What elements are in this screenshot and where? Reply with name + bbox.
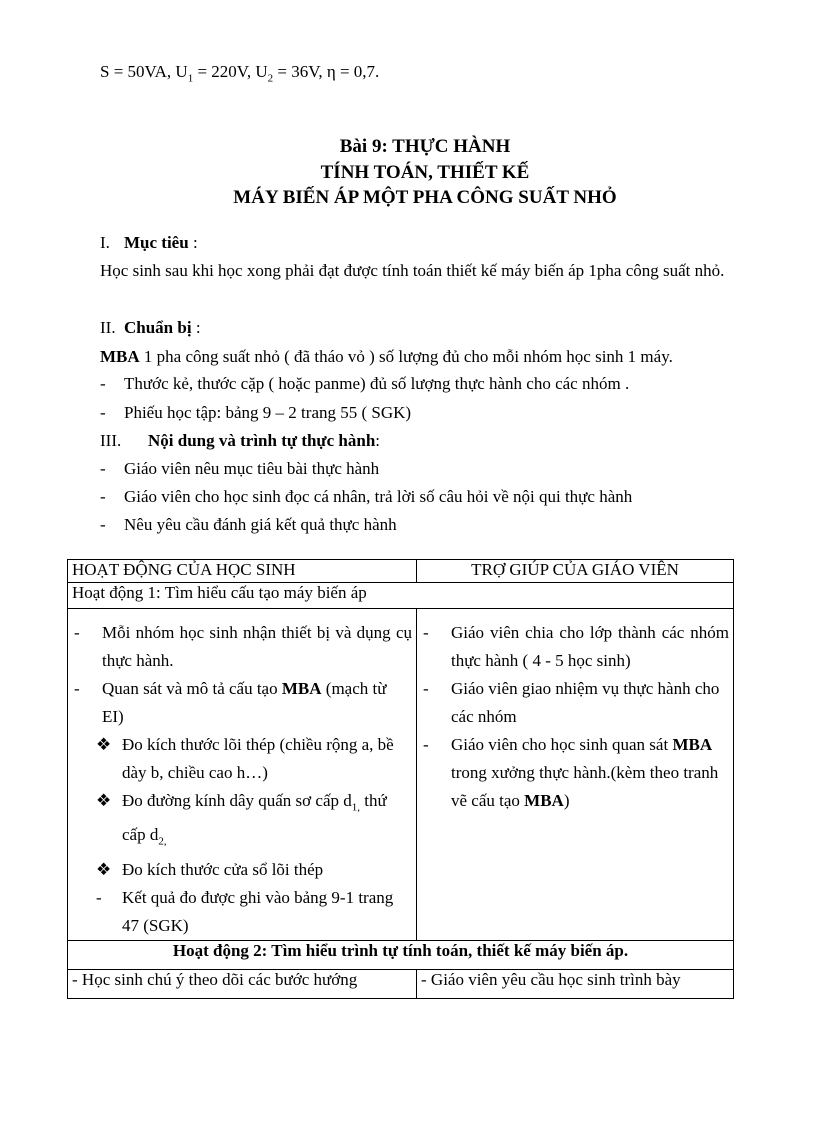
activity-1-title: Hoạt động 1: Tìm hiểu cấu tạo máy biến áp	[68, 583, 734, 609]
section-2-number: II.	[100, 318, 116, 337]
activity-1-row	[68, 583, 734, 609]
section-2-text	[100, 343, 776, 371]
list-item: ❖ Đo đường kính dây quấn sơ cấp $d_{1,}$ thứ cấp $d_{2,}$	[72, 787, 412, 856]
header-students: HOẠT ĐỘNG CỦA HỌC SINH	[68, 560, 417, 583]
formula-u2-sub: 2	[267, 72, 274, 85]
list-item: - Giáo viên giao nhiệm vụ thực hành cho các nhóm	[421, 675, 729, 731]
dash: -	[423, 623, 429, 642]
activity-1-content-row	[68, 609, 734, 941]
section-1-colon: :	[188, 233, 198, 252]
section-1-label: Mục tiêu	[124, 233, 189, 252]
section-3-colon: :	[375, 431, 381, 450]
dash: -	[100, 403, 106, 422]
section-3-item-text: Nêu yêu cầu đánh giá kết quả thực hành	[124, 515, 397, 534]
header-teacher: TRỢ GIÚP CỦA GIÁO VIÊN	[417, 560, 734, 583]
dash: -	[74, 623, 80, 642]
student-activities-cell	[68, 609, 417, 941]
diamond-bullet-icon: ❖	[96, 859, 112, 879]
title-line-3: MÁY BIẾN ÁP MỘT PHA CÔNG SUẤT NHỎ	[233, 187, 617, 208]
formula-u2: = 36V, η = 0,7.	[273, 62, 380, 81]
list-item: - Quan sát và mô tả cấu tạo MBA (mạch từ EI)	[72, 675, 412, 731]
section-2-item-text: Thước kẻ, thước cặp ( hoặc panme) đủ số lượng thực hành cho các nhóm .	[124, 374, 630, 393]
section-1-number: I.	[100, 233, 110, 252]
diamond-bullet-icon: ❖	[96, 791, 112, 810]
dash: -	[96, 887, 102, 907]
section-3-item-2	[100, 487, 632, 507]
section-1-heading	[100, 233, 198, 253]
activity-table	[67, 559, 734, 999]
formula-line	[100, 62, 379, 84]
dash: -	[423, 735, 429, 754]
section-3-item-text: Giáo viên cho học sinh đọc cá nhân, trả lời số câu hỏi về nội qui thực hành	[124, 487, 633, 506]
title-line-2: TÍNH TOÁN, THIẾT KẾ	[320, 162, 530, 183]
dash: -	[423, 679, 429, 698]
section-3-item-1	[100, 459, 379, 479]
section-3-label: Nội dung và trình tự thực hành	[148, 431, 376, 450]
list-item: - Kết quả đo được ghi vào bảng 9-1 trang 47 (SGK)	[72, 884, 412, 940]
dash: -	[100, 459, 106, 478]
formula-s: S = 50VA, U	[100, 62, 188, 81]
section-2-body: 1 pha công suất nhỏ ( đã tháo vỏ ) số lượng đủ cho mỗi nhóm học sinh 1 máy.	[139, 347, 673, 366]
section-3-item-text: Giáo viên nêu mục tiêu bài thực hành	[124, 459, 380, 478]
section-2-item-2	[100, 403, 411, 423]
table-header-row	[68, 560, 734, 583]
dash: -	[100, 487, 106, 506]
section-3-item-3	[100, 515, 397, 535]
section-1-text: Học sinh sau khi học xong phải đạt được tính toán thiết kế máy biến áp 1pha công suất nhỏ.	[100, 261, 725, 280]
teacher-support-cell	[417, 609, 734, 941]
student-activity-2-cell: - Học sinh chú ý theo dõi các bước hướng	[68, 969, 417, 998]
section-2-item-text: Phiếu học tập: bảng 9 – 2 trang 55 ( SGK)	[124, 403, 412, 422]
section-2-bold: MBA	[100, 347, 140, 366]
section-2-item-1	[100, 374, 629, 394]
activity-2-content-row	[68, 969, 734, 998]
dash: -	[100, 515, 106, 534]
activity-2-row	[68, 940, 734, 969]
activity-2-title: Hoạt động 2: Tìm hiểu trình tự tính toán, thiết kế máy biến áp.	[68, 940, 734, 969]
list-item: - Giáo viên chia cho lớp thành các nhóm thực hành ( 4 - 5 học sinh)	[421, 619, 729, 675]
formula-u1-sub: 1	[187, 72, 194, 85]
title-line-1: Bài 9: THỰC HÀNH	[339, 136, 511, 157]
section-2-colon: :	[191, 318, 201, 337]
section-2-heading	[100, 318, 201, 338]
diamond-bullet-icon: ❖	[96, 735, 112, 754]
formula-u1: = 220V, U	[193, 62, 268, 81]
section-2-label: Chuẩn bị	[124, 318, 192, 337]
section-3-number: III.	[100, 431, 122, 450]
dash: -	[100, 374, 106, 393]
dash: -	[74, 679, 80, 698]
list-item: ❖ Đo kích thước cửa sổ lõi thép	[72, 856, 412, 884]
teacher-activity-2-cell: - Giáo viên yêu cầu học sinh trình bày	[417, 969, 734, 998]
list-item: - Mỗi nhóm học sinh nhận thiết bị và dụng cụ thực hành.	[72, 619, 412, 675]
section-3-heading	[100, 431, 380, 451]
list-item: ❖ Đo kích thước lõi thép (chiều rộng a, bề dày b, chiều cao h…)	[72, 731, 412, 787]
list-item: - Giáo viên cho học sinh quan sát MBA trong xưởng thực hành.(kèm theo tranh vẽ cấu tạo MBA)	[421, 731, 729, 815]
